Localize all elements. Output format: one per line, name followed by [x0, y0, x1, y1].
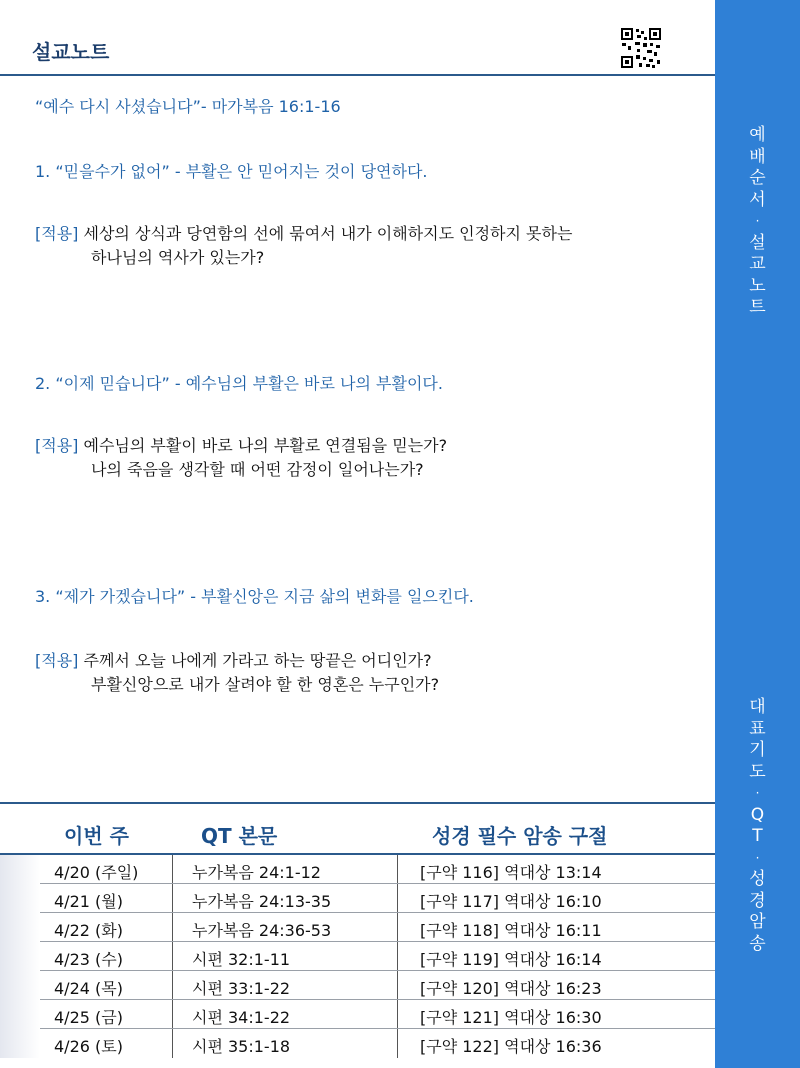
sidebar-char: 설 — [749, 232, 766, 253]
point-2-application — [35, 433, 447, 456]
table-row — [0, 1000, 715, 1029]
table-row — [0, 913, 715, 942]
sidebar-nav — [715, 0, 800, 1068]
sidebar-char: 대 — [749, 697, 766, 717]
sidebar-char: 표 — [749, 718, 766, 739]
col-header-week: 이번 주 — [64, 824, 129, 848]
sidebar-char: Q — [750, 804, 765, 825]
cell-verse: [구약 120] 역대상 16:23 — [420, 979, 602, 998]
sidebar-char: 예 — [749, 125, 766, 145]
point-1-application — [35, 221, 572, 244]
point-1-heading: 1. “믿을수가 없어” - 부활은 안 믿어지는 것이 당연하다. — [35, 162, 428, 181]
table-row — [0, 971, 715, 1000]
cell-date: 4/25 (금) — [54, 1008, 123, 1027]
sidebar-char: 기 — [749, 740, 766, 760]
cell-date: 4/22 (화) — [54, 921, 123, 940]
apply-line-2: 부활신앙으로 내가 살려야 할 한 영혼은 누구인가? — [91, 675, 440, 694]
sidebar-char: 송 — [749, 933, 766, 954]
sidebar-section-worship-order-notes[interactable] — [715, 125, 800, 319]
cell-date: 4/24 (목) — [54, 979, 123, 998]
apply-line-1: 세상의 상식과 당연함의 선에 묶여서 내가 이해하지도 인정하지 못하는 — [78, 224, 573, 243]
table-row — [0, 855, 715, 884]
col-header-qt: QT 본문 — [201, 824, 278, 848]
apply-label: [적용] — [35, 436, 79, 455]
point-2-heading: 2. “이제 믿습니다” - 예수님의 부활은 바로 나의 부활이다. — [35, 374, 443, 393]
apply-label: [적용] — [35, 651, 79, 670]
cell-date: 4/26 (토) — [54, 1037, 123, 1056]
sidebar-char: 교 — [749, 254, 766, 274]
cell-qt: 누가복음 24:36-53 — [192, 921, 332, 940]
cell-qt: 시편 33:1-22 — [192, 979, 291, 998]
weekly-qt-table — [0, 802, 715, 1058]
table-row — [0, 884, 715, 913]
sidebar-char: 서 — [749, 189, 766, 210]
sidebar-separator: · — [755, 850, 760, 865]
cell-verse: [구약 122] 역대상 16:36 — [420, 1037, 602, 1056]
cell-qt: 시편 35:1-18 — [192, 1037, 291, 1056]
cell-qt: 시편 32:1-11 — [192, 950, 291, 969]
sidebar-char: 순 — [749, 168, 766, 188]
sidebar-section-prayer-qt-memory[interactable] — [715, 697, 800, 955]
table-row — [0, 1029, 715, 1058]
cell-qt: 시편 34:1-22 — [192, 1008, 291, 1027]
apply-line-1: 예수님의 부활이 바로 나의 부활로 연결됨을 믿는가? — [78, 436, 448, 455]
sidebar-char: 트 — [749, 297, 766, 317]
table-top-rule — [0, 802, 715, 804]
sermon-subtitle: “예수 다시 사셨습니다”- 마가복음 16:1-16 — [35, 97, 341, 116]
cell-verse: [구약 116] 역대상 13:14 — [420, 863, 602, 882]
sidebar-char: 암 — [749, 912, 766, 932]
cell-verse: [구약 119] 역대상 16:14 — [420, 950, 602, 969]
apply-label: [적용] — [35, 224, 79, 243]
qr-code-icon[interactable] — [619, 26, 663, 70]
sidebar-char: 성 — [749, 869, 766, 889]
cell-date: 4/20 (주일) — [54, 863, 139, 882]
cell-date: 4/23 (수) — [54, 950, 123, 969]
cell-verse: [구약 117] 역대상 16:10 — [420, 892, 602, 911]
apply-line-2: 나의 죽음을 생각할 때 어떤 감정이 일어나는가? — [91, 460, 424, 479]
page-title: 설교노트 — [32, 40, 110, 64]
apply-line-2: 하나님의 역사가 있는가? — [91, 248, 265, 267]
sidebar-char: 도 — [749, 761, 766, 782]
sidebar-separator: · — [755, 786, 760, 800]
col-header-memory-verse: 성경 필수 암송 구절 — [432, 824, 608, 848]
sidebar-separator: · — [755, 214, 760, 228]
apply-line-1: 주께서 오늘 나에게 가라고 하는 땅끝은 어디인가? — [78, 651, 432, 670]
cell-verse: [구약 121] 역대상 16:30 — [420, 1008, 602, 1027]
sidebar-char: 경 — [749, 890, 766, 911]
cell-date: 4/21 (월) — [54, 892, 123, 911]
header-divider — [0, 74, 715, 76]
sidebar-char: 노 — [749, 275, 766, 296]
point-3-application — [35, 648, 432, 671]
cell-qt: 누가복음 24:1-12 — [192, 863, 321, 882]
cell-qt: 누가복음 24:13-35 — [192, 892, 332, 911]
point-3-heading: 3. “제가 가겠습니다” - 부활신앙은 지금 삶의 변화를 일으킨다. — [35, 587, 474, 606]
sidebar-char: T — [752, 826, 763, 846]
table-row — [0, 942, 715, 971]
cell-verse: [구약 118] 역대상 16:11 — [420, 921, 602, 940]
sidebar-char: 배 — [749, 146, 766, 167]
